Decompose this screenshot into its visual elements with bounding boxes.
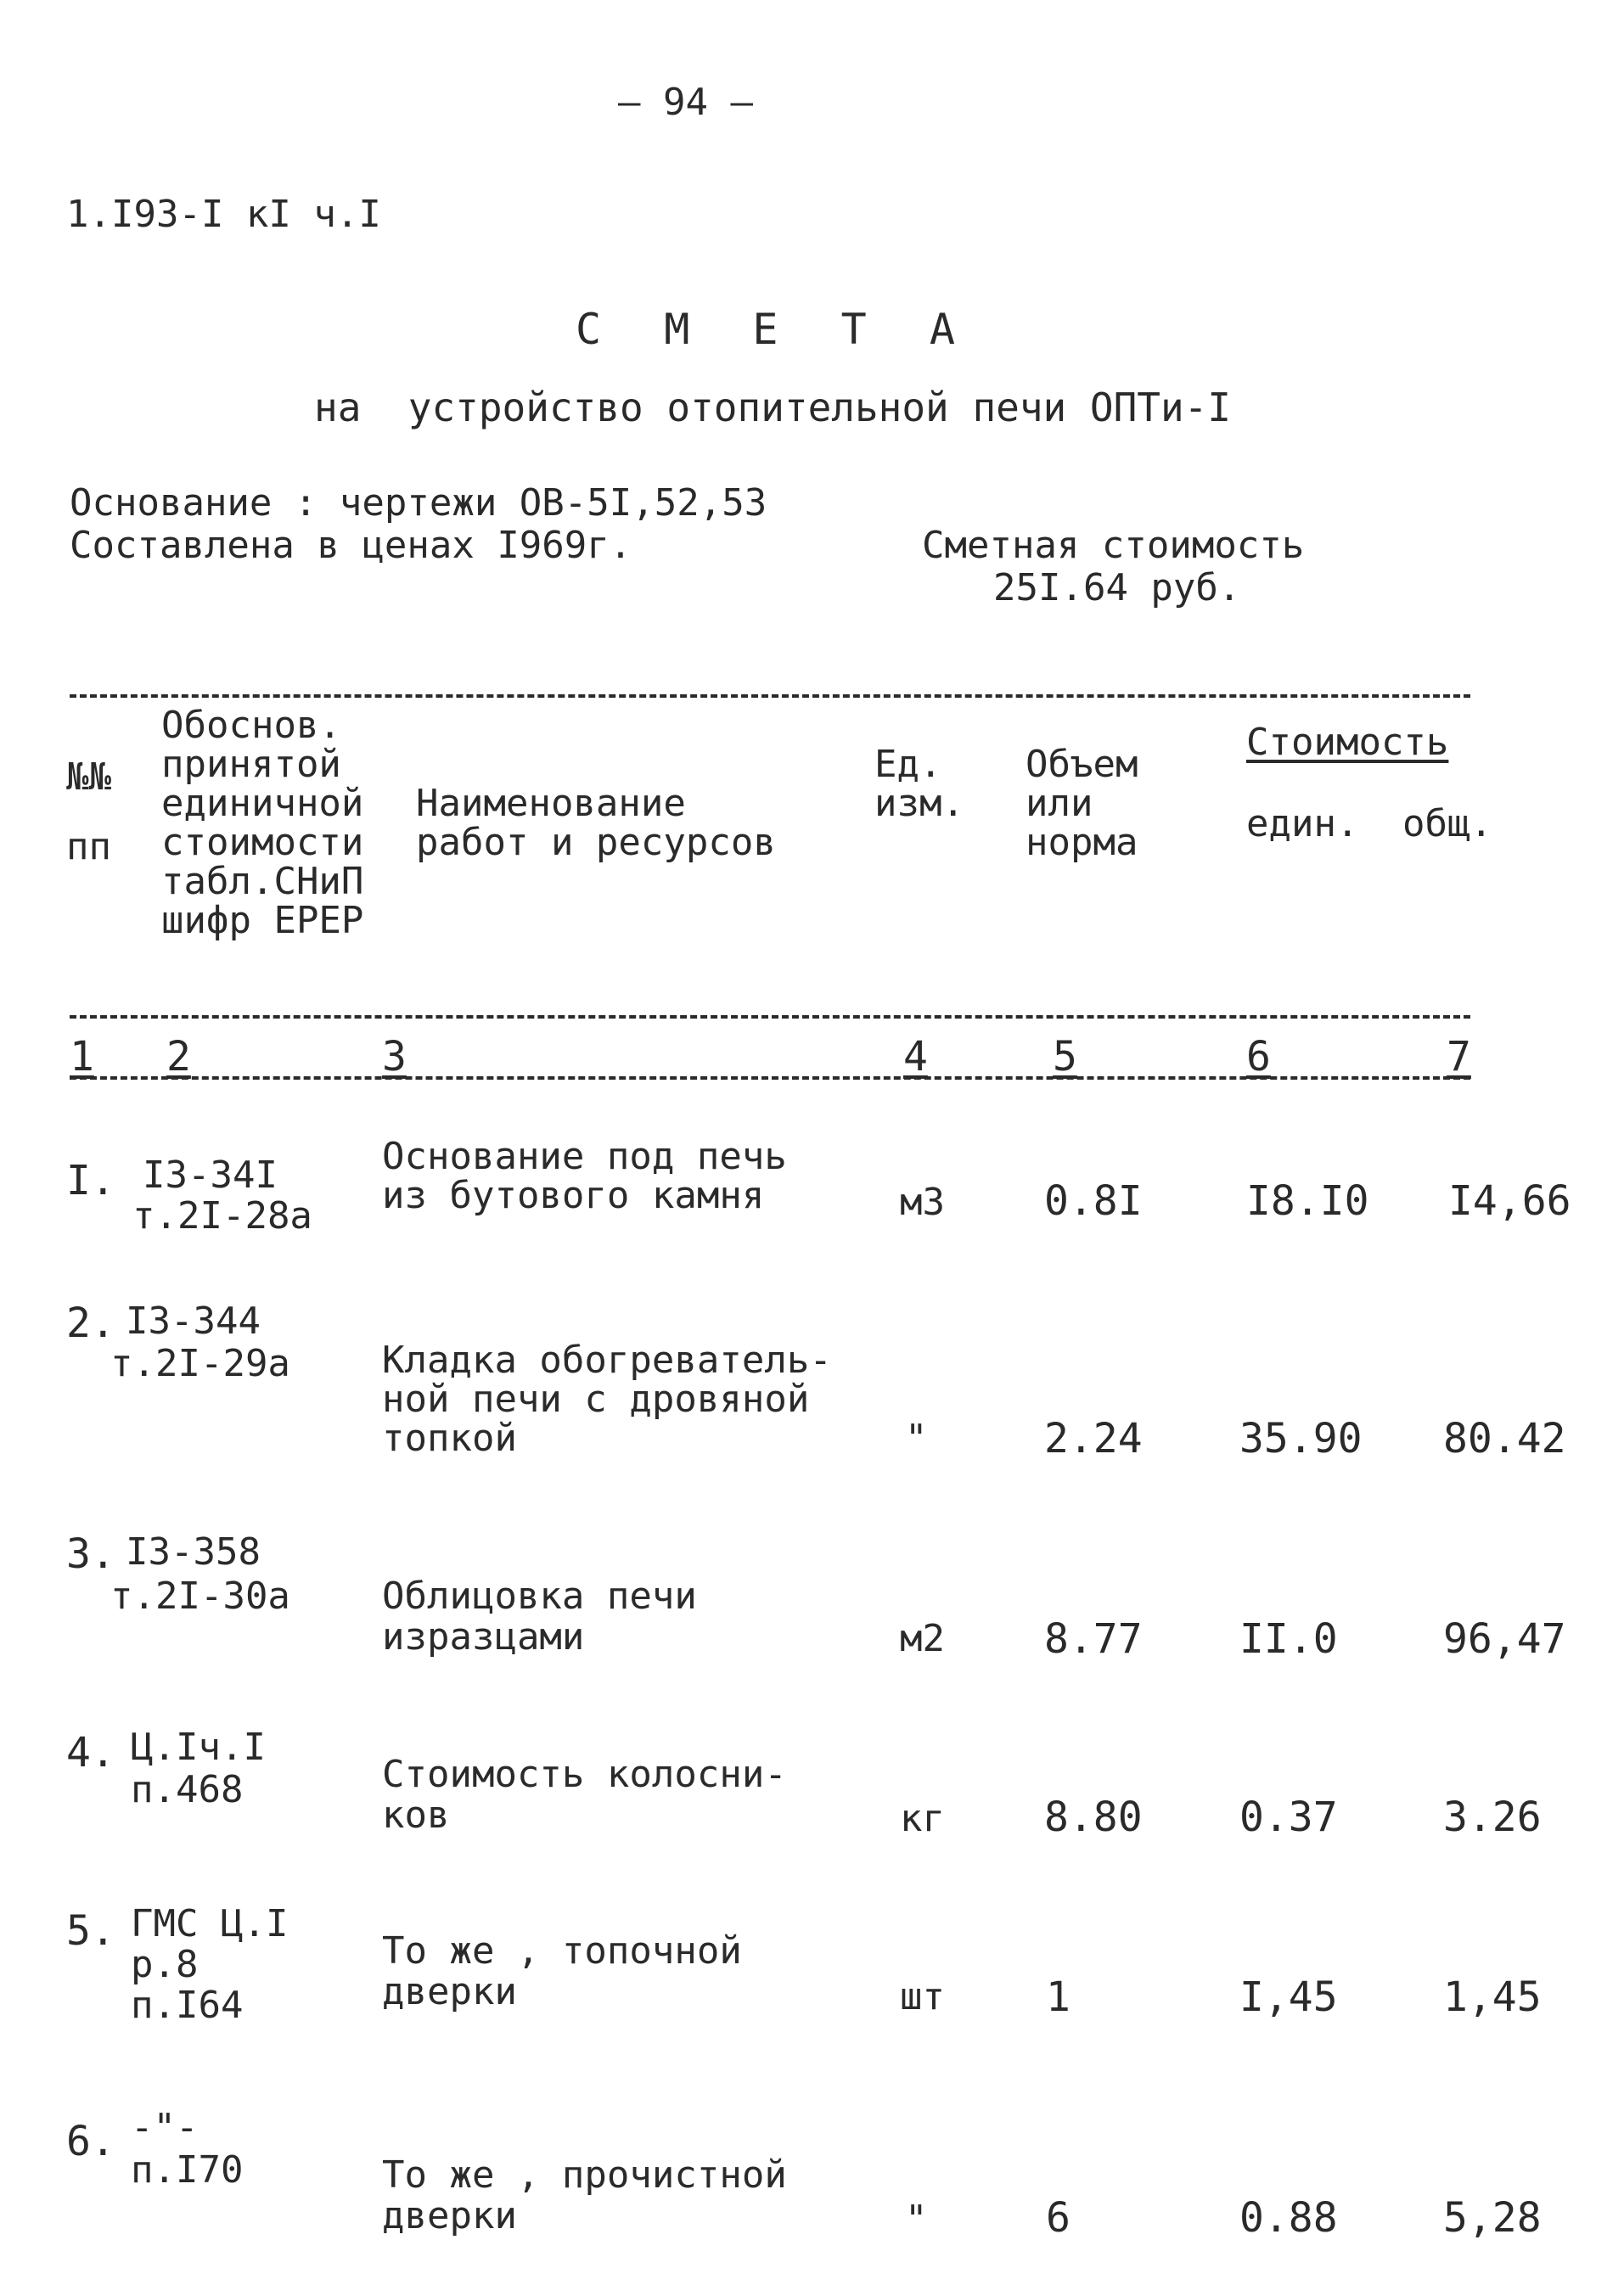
estimated-cost-value: 25I.64 руб. (993, 566, 1241, 609)
header-top-rule (70, 694, 1470, 698)
header-cost: Стоимость (1246, 721, 1449, 764)
document-code: 1.I93-I кI ч.I (66, 193, 381, 236)
header-cost-unit: един. (1246, 802, 1359, 845)
header-bottom-rule (70, 1015, 1470, 1019)
page-number: – 94 – (618, 81, 753, 124)
estimated-cost-label: Сметная стоимость (922, 524, 1305, 567)
header-cost-total: общ. (1402, 802, 1492, 845)
document-title: С М Е Т А (576, 305, 974, 354)
document-subtitle: на устройство отопительной печи ОПТи-I (314, 385, 1232, 430)
prices-line: Составлена в ценах I969г. (70, 524, 632, 567)
column-number-rule (70, 1076, 1470, 1080)
basis-line: Основание : чертежи ОВ-5I,52,53 (70, 481, 767, 525)
